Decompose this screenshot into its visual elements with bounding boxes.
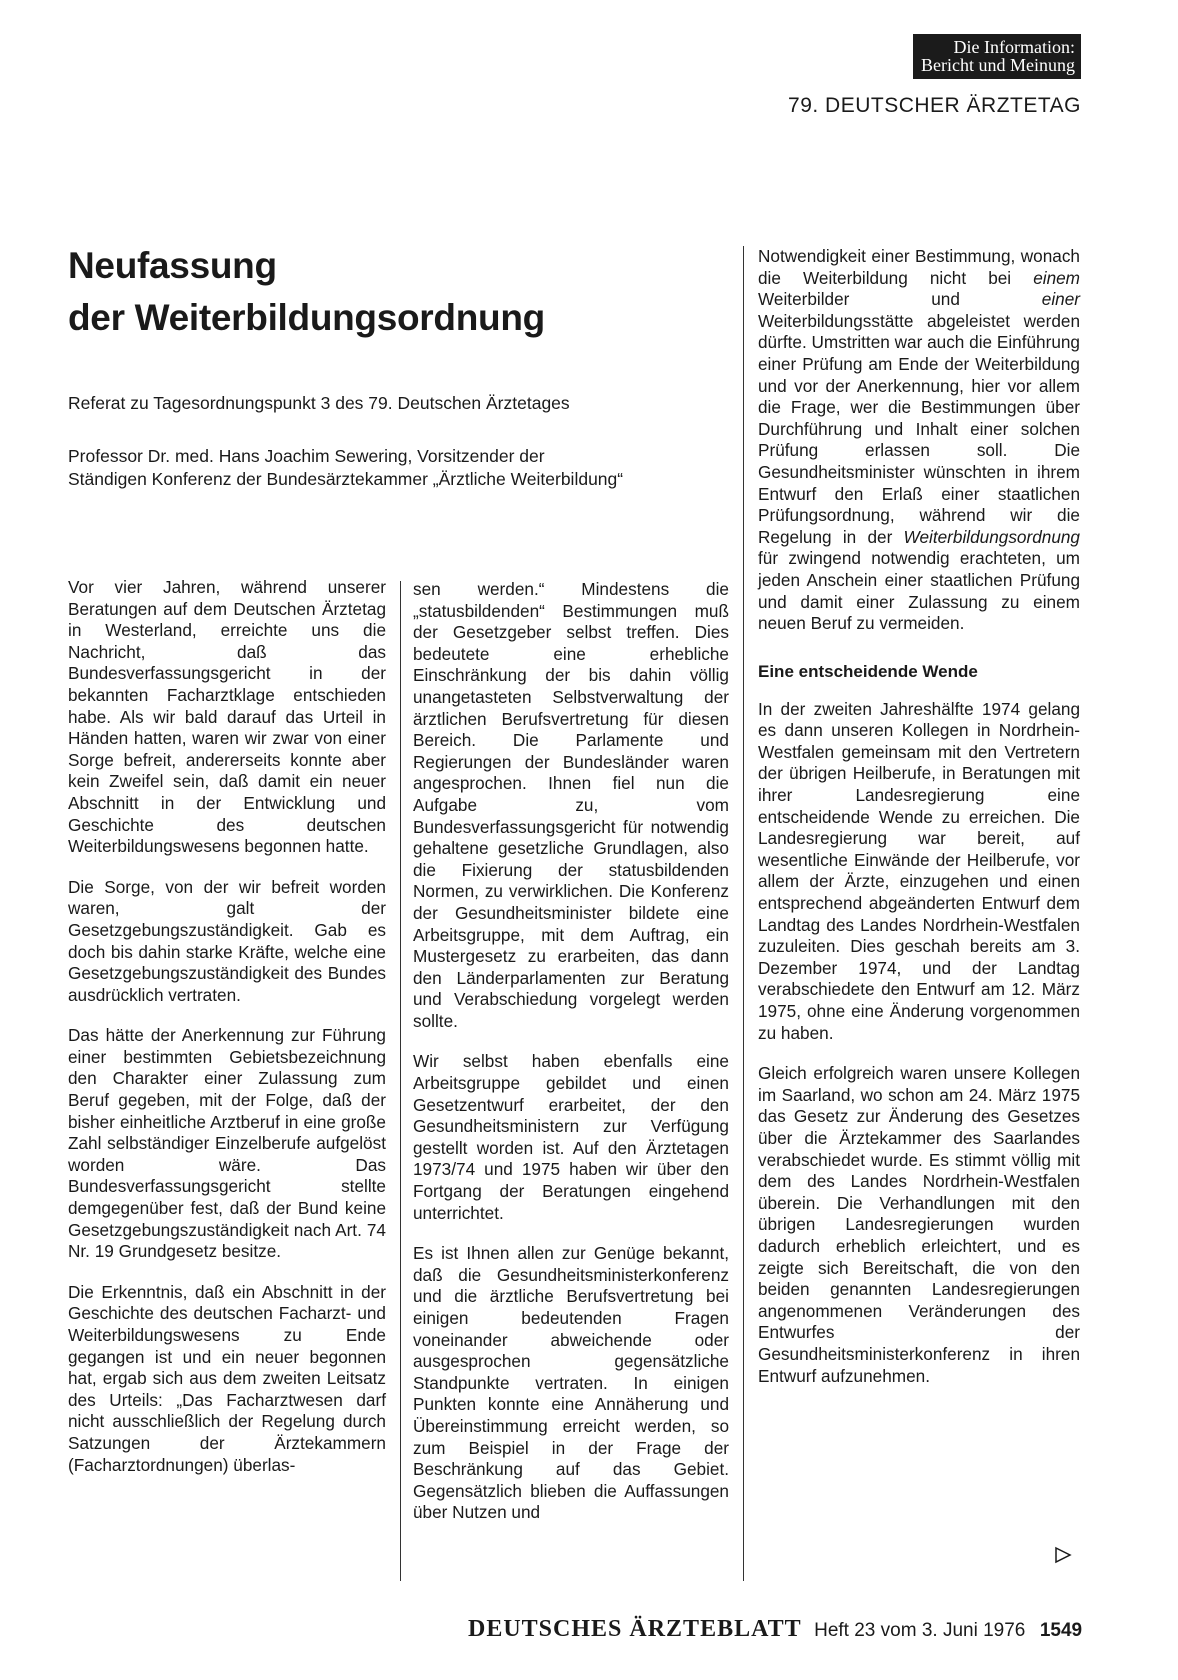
paragraph: Das hätte der Anerkennung zur Führung einer bestimmten Gebietsbezeichnung den Charakter einer Zulassung zum Beruf gegeben, mit der Folge, daß der bisher einheitliche Arztberuf in eine große Zahl selbständiger Einzelberufe aufgelöst worden wäre. Das Bundesverfassungsgericht stellte demgegenüber fest, daß der Bund keine Gesetzgebungszuständigkeit nach Art. 74 Nr. 19 Grundgesetz besitze. [68, 1025, 386, 1262]
text-run: Weiterbildungsstätte abgeleistet werden dürfte. Umstritten war auch die Einführung einer Prüfung am Ende der Weiterbildung und vor der Anerkennung, hier vor allem die Frage, wer die Bestimmungen über Durchführung und Inhalt einer solchen Prüfung erlassen soll. Die Gesundheitsminister wünschten in ihrem Entwurf den Erlaß einer staatlichen Prüfungsordnung, während wir die Regelung in der [758, 310, 1080, 547]
paragraph: In der zweiten Jahreshälfte 1974 gelang es dann unseren Kollegen in Nordrhein-Westfalen gemeinsam mit den Vertretern der übrigen Heilberufe, in Beratungen mit ihrer Landesregierung eine entscheidende Wende zu erreichen. Die Landesregierung war bereit, auf wesentliche Einwände der Heilberufe, vor allem der Ärzte, einzugehen und einen entsprechend abgeänderten Entwurf dem Landtag des Landes Nordrhein-Westfalen zuzuleiten. Dies geschah bereits am 3. Dezember 1974, und der Landtag verabschiedete den Entwurf am 12. März 1975, ohne eine Änderung vorgenommen zu haben. [758, 698, 1080, 1043]
continue-arrow-icon [1054, 1546, 1072, 1568]
page-footer [468, 1616, 1082, 1643]
paragraph: Gleich erfolgreich waren unsere Kollegen im Saarland, wo schon am 24. März 1975 das Gesetz zur Änderung des Gesetzes über die Ärztekammer des Saarlandes verabschiedet wurde. Es stimmt völlig mit dem des Landes Nordrhein-Westfalen überein. Die Verhandlungen mit den übrigen Landesregierungen wurden dadurch erheblich erleichtert, und es zeigte sich Bereitschaft, die von den beiden genannten Landesregierungen angenommenen Veränderungen des Entwurfes der Gesundheitsministerkonferenz in ihren Entwurf aufzunehmen. [758, 1063, 1080, 1386]
paragraph: Die Sorge, von der wir befreit worden waren, galt der Gesetzgebungszuständigkeit. Gab es doch bis dahin starke Kräfte, welche eine Gesetzgebungszuständigkeit des Bundes ausdrücklich vertraten. [68, 876, 386, 1005]
paragraph: Vor vier Jahren, während unserer Beratungen auf dem Deutschen Ärztetag in Westerland, erreichte uns die Nachricht, daß das Bundesverfassungsgericht in der bekannten Facharztklage entschieden habe. Als wir bald darauf das Urteil in Händen hatten, waren wir zwar von einer Sorge befreit, andererseits konnte aber kein Zweifel sein, daß damit ein neuer Abschnitt in der Entwicklung und Geschichte des deutschen Weiterbildungswesens begonnen hatte. [68, 577, 386, 857]
paragraph: Es ist Ihnen allen zur Genüge bekannt, daß die Gesundheitsministerkonferenz und die ärztliche Berufsvertretung bei einigen bedeutenden Fragen voneinander abweichende oder ausgesprochen gegensätzliche Standpunkte vertraten. In einigen Punkten konnte eine Annäherung und Übereinstimmung erreicht werden, so zum Beispiel in der Frage der Beschränkung auf das Gebiet. Gegensätzlich blieben die Auffassungen über Nutzen und [413, 1243, 729, 1523]
section-tag-line1: Die Information: [953, 37, 1075, 57]
author-line1: Professor Dr. med. Hans Joachim Sewering, Vorsitzender der [68, 446, 545, 466]
page-number: 1549 [1039, 1620, 1083, 1641]
journal-name: DEUTSCHES ÄRZTEBLATT [468, 1616, 802, 1642]
emphasis: Weiterbildungsordnung [903, 526, 1080, 547]
article-subtitle: Referat zu Tagesordnungspunkt 3 des 79. Deutschen Ärztetages [68, 393, 570, 413]
emphasis: einer [1041, 289, 1080, 310]
text-column-3 [758, 246, 1080, 1406]
emphasis: einem [1033, 267, 1080, 288]
text-column-1 [68, 577, 386, 1495]
column-divider-right [743, 246, 744, 1581]
text-run: Notwendigkeit einer Bestimmung, wonach die Weiterbildung nicht bei [758, 246, 1080, 288]
text-column-2 [413, 579, 729, 1543]
paragraph: sen werden.“ Mindestens die „statusbildenden“ Bestimmungen muß der Gesetzgeber selbst treffen. Dies bedeutete eine erhebliche Einschränkung der bis dahin völlig unangetasteten Selbstverwaltung der ärztlichen Berufsvertretung für diesen Bereich. Die Parlamente und Regierungen der Bundesländer waren angesprochen. Ihnen fiel nun die Aufgabe zu, vom Bundesverfassungsgericht für notwendig gehaltene gesetzliche Grundlagen, also die Fixierung der statusbildenden Normen, zu verwirklichen. Die Konferenz der Gesundheitsminister bildete eine Arbeitsgruppe, mit dem Auftrag, ein Mustergesetz zu erarbeiten, das dann den Länderparlamenten zur Beratung und Verabschiedung vorgelegt werden sollte. [413, 579, 729, 1031]
section-heading: 79. DEUTSCHER ÄRZTETAG [788, 94, 1081, 117]
article-title [68, 240, 545, 344]
author-byline [68, 445, 623, 491]
author-line2: Ständigen Konferenz der Bundesärztekammer „Ärztliche Weiterbildung“ [68, 469, 624, 489]
section-tag [913, 34, 1081, 79]
column-divider-left [400, 581, 401, 1581]
article-title-line1: Neufassung [68, 245, 277, 286]
text-run: Weiterbilder und [758, 289, 1042, 310]
paragraph: Wir selbst haben ebenfalls eine Arbeitsgruppe gebildet und einen Gesetzentwurf erarbeitet, der den Gesundheitsministern zur Verfügung gestellt worden ist. Auf den Ärztetagen 1973/74 und 1975 haben wir über den Fortgang der Beratungen eingehend unterrichtet. [413, 1051, 729, 1223]
article-title-line2: der Weiterbildungsordnung [68, 297, 545, 338]
paragraph [758, 246, 1080, 635]
section-tag-line2: Bericht und Meinung [921, 55, 1075, 75]
subsection-heading: Eine entscheidende Wende [758, 661, 978, 681]
paragraph: Die Erkenntnis, daß ein Abschnitt in der Geschichte des deutschen Facharzt- und Weiterbildungswesens zu Ende gegangen ist und ein neuer begonnen hat, ergab sich aus dem zweiten Leitsatz des Urteils: „Das Facharztwesen darf nicht ausschließlich der Regelung durch Satzungen der Ärztekammern (Facharztordnungen) überlas- [68, 1281, 386, 1475]
issue-info: Heft 23 vom 3. Juni 1976 [814, 1620, 1026, 1641]
text-run: für zwingend notwendig erachteten, um jeden Anschein einer staatlichen Prüfung und damit einer Zulassung zu einem neuen Beruf zu vermeiden. [758, 548, 1080, 634]
